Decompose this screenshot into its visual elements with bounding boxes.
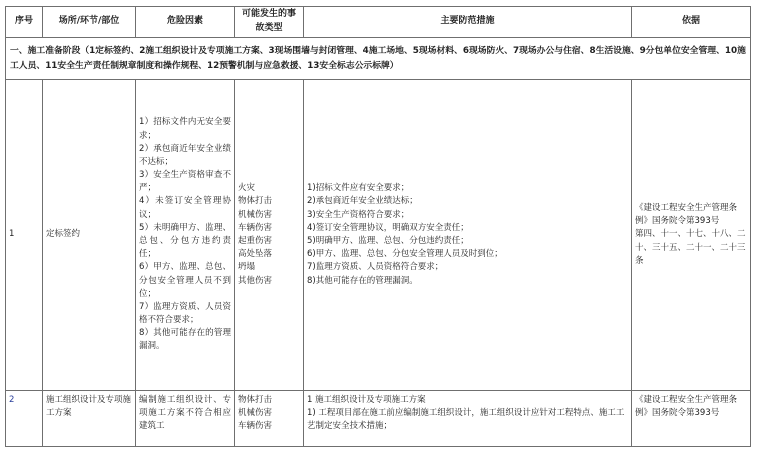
row-location: 施工组织设计及专项施工方案 <box>43 391 136 447</box>
section-row <box>6 38 751 80</box>
row-hazard: 1）招标文件内无安全要求； 2）承包商近年安全业绩不达标； 3）安全生产资格审查不严； 4）未签订安全管理协议； 5）未明确甲方、监理、总包、分包方违约责任； 6）甲方、监理、总包、分包安全管理人员不到位； 7）监理方资质、人员资格不符合要求； 8）其他可能存在的管理漏洞。 <box>136 80 235 391</box>
header-measures: 主要防范措施 <box>304 7 632 38</box>
table-row <box>6 391 751 447</box>
row-measures-cell <box>304 391 632 447</box>
row-hazard: 编制施工组织设计、专项施工方案不符合相应建筑工 <box>139 395 231 432</box>
row-measures: 1)招标文件应有安全要求； 2)承包商近年安全业绩达标； 3)安全生产资格符合要求； 4)签订安全管理协议，明确双方安全责任； 5)明确甲方、监理、总包、分包违约责任； 6)甲方、监理、总包、分包安全管理人员及时到位； 7)监理方资质、人员资格符合要求； 8)其他可能存在的管理漏洞。 <box>304 80 632 391</box>
header-hazard: 危险因素 <box>136 7 235 38</box>
row-basis-cell <box>632 391 751 447</box>
row-measures: 1 施工组织设计及专项施工方案 1) 工程项目部在施工前应编制施工组织设计，施工组织设计应针对工程特点、施工工艺制定安全技术措施； <box>307 395 625 432</box>
row-hazard-cell <box>136 391 235 447</box>
row-location: 定标签约 <box>43 80 136 391</box>
header-seq: 序号 <box>6 7 43 38</box>
header-accident-type: 可能发生的事故类型 <box>235 7 304 38</box>
row-basis: 《建设工程安全生产管理条例》国务院令第393号 第四、十一、十七、十八、二十、三十五、二十一、二十三条 <box>632 80 751 391</box>
row-accident-type: 物体打击 机械伤害 车辆伤害 <box>238 395 273 432</box>
row-accident-type: 火灾 物体打击 机械伤害 车辆伤害 起重伤害 高处坠落 坍塌 其他伤害 <box>235 80 304 391</box>
section-title: 一、施工准备阶段（1定标签约、2施工组织设计及专项施工方案、3现场围墙与封闭管理、4施工场地、5现场材料、6现场防火、7现场办公与住宿、8生活设施、9分包单位安全管理、10施工人员、11安全生产责任制规章制度和操作规程、12预警机制与应急救援、13安全标志公示标牌） <box>6 38 751 80</box>
header-basis: 依据 <box>632 7 751 38</box>
row-seq: 1 <box>6 80 43 391</box>
header-row <box>6 7 751 38</box>
row-accident-cell <box>235 391 304 447</box>
row-basis: 《建设工程安全生产管理条例》国务院令第393号 <box>635 395 738 419</box>
row-seq: 2 <box>6 391 43 447</box>
header-location: 场所/环节/部位 <box>43 7 136 38</box>
safety-risk-table <box>5 6 751 447</box>
table-row <box>6 80 751 391</box>
